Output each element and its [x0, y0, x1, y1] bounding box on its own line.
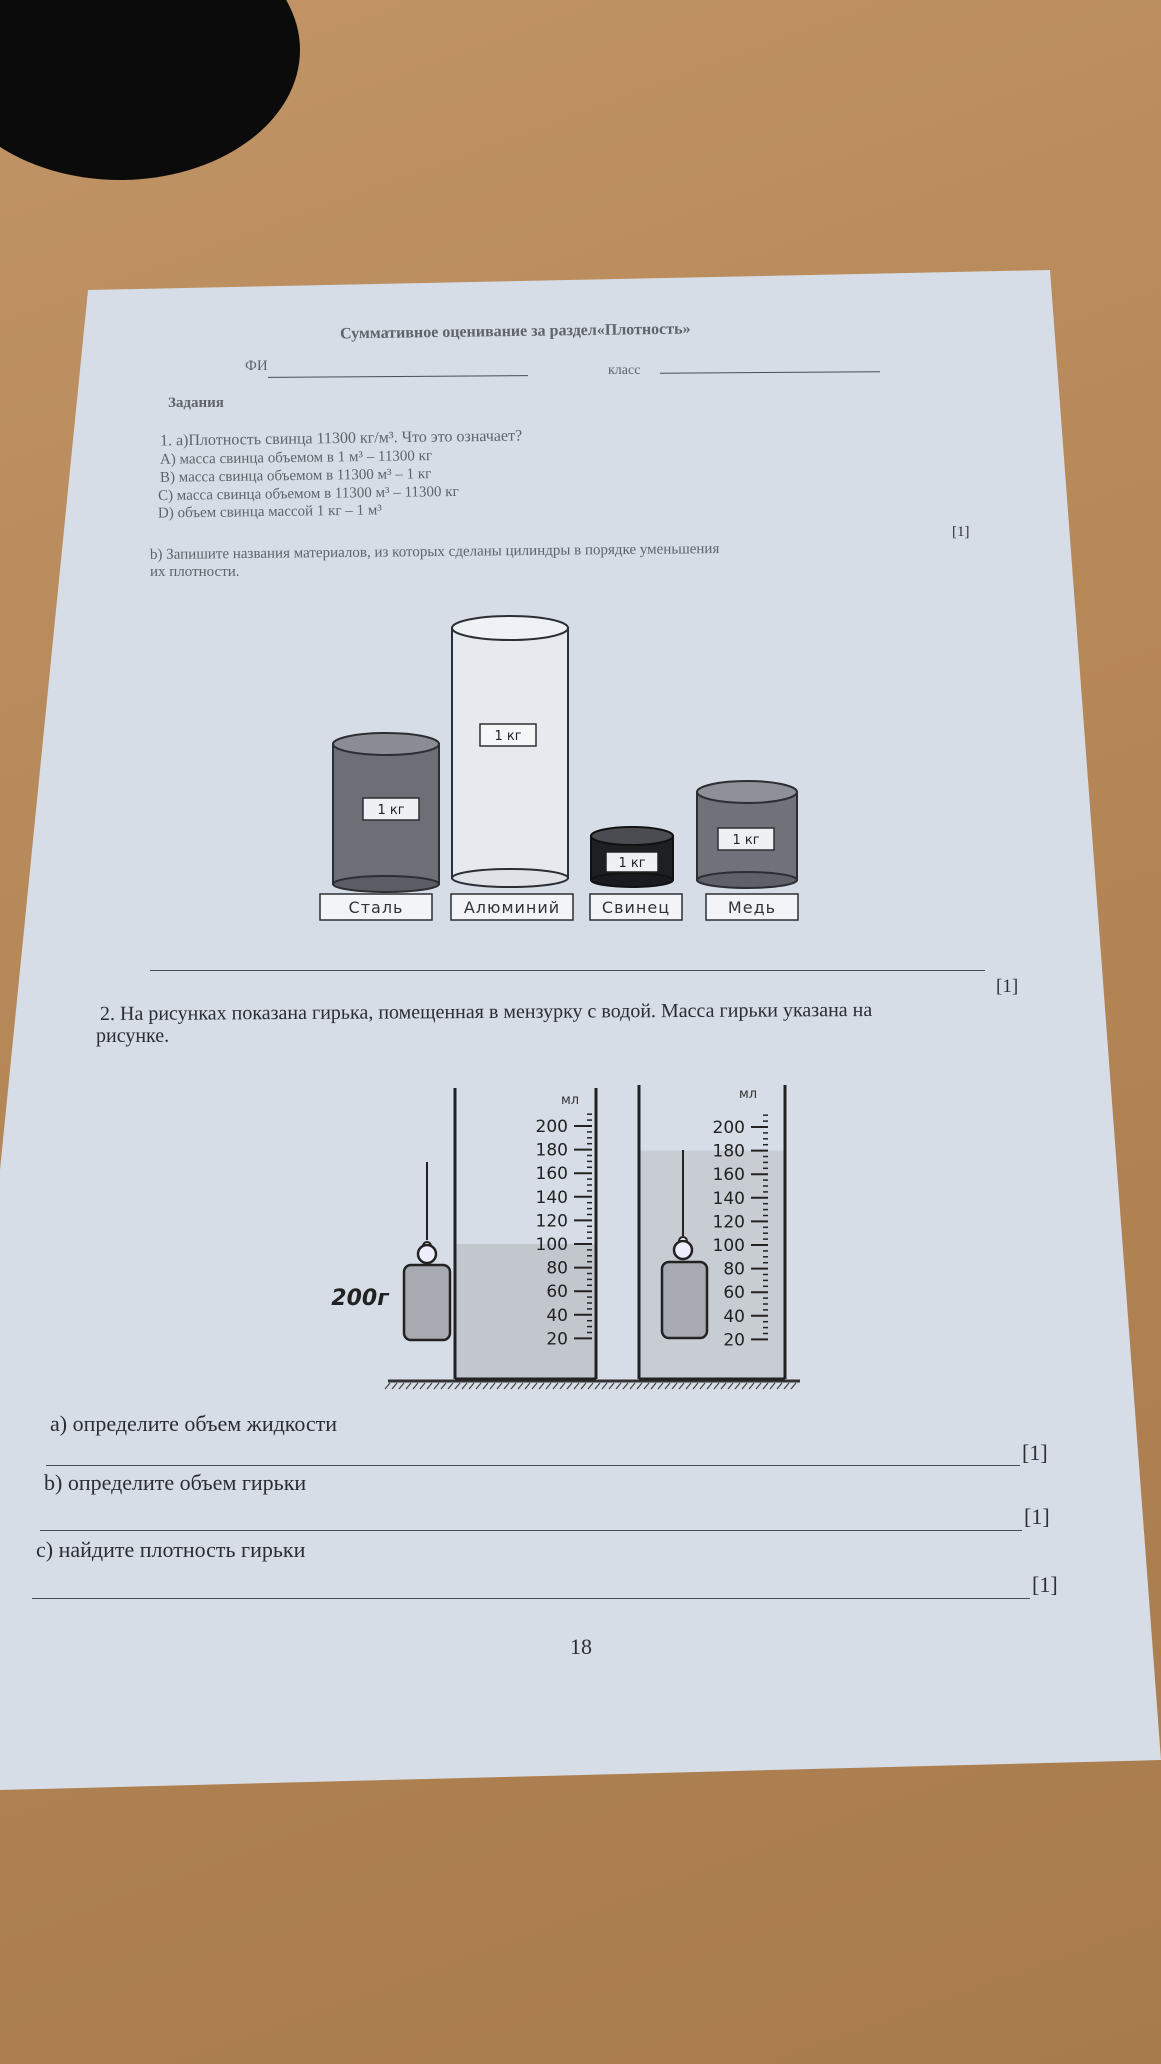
cylinder-label-lead: 1 кг	[618, 856, 646, 871]
hatch-mark	[434, 1383, 439, 1389]
material-lead: Свинец	[601, 898, 671, 917]
task1-question-b-line1: b) Запишите названия материалов, из которых сделаны цилиндры в порядке уменьшения	[149, 541, 720, 563]
hatch-mark	[420, 1383, 425, 1389]
scale-label-120: 120	[712, 1212, 745, 1233]
hatch-mark	[490, 1383, 495, 1389]
hatch-mark	[525, 1383, 530, 1389]
hatch-mark	[700, 1383, 705, 1389]
hatch-mark	[728, 1383, 733, 1389]
hatch-mark	[595, 1383, 600, 1389]
hatch-mark	[518, 1383, 523, 1389]
hatch-mark	[609, 1383, 614, 1389]
mark-c: [1]	[1032, 1572, 1058, 1597]
task1-question-b-line2: их плотности.	[150, 564, 240, 580]
fio-label: ФИ	[245, 358, 268, 374]
hatch-mark	[427, 1383, 432, 1389]
hatch-mark	[784, 1383, 789, 1389]
hatch-mark	[588, 1383, 593, 1389]
scale-label-40: 40	[723, 1306, 745, 1327]
answer-line-b	[40, 1530, 1022, 1531]
scale-label-180: 180	[535, 1140, 568, 1161]
hatch-mark	[616, 1383, 621, 1389]
scale-label-20: 20	[546, 1329, 568, 1350]
task1-option-a: A) масса свинца объемом в 1 м³ – 11300 кг	[159, 448, 433, 468]
hatch-mark	[770, 1383, 775, 1389]
scale-label-160: 160	[712, 1165, 745, 1186]
task2-question-line1: 2. На рисунках показана гирька, помещенная в мензурку с водой. Масса гирьки указана на	[99, 998, 873, 1026]
hatch-mark	[630, 1383, 635, 1389]
hatch-mark	[679, 1383, 684, 1389]
mark-b: [1]	[1024, 1504, 1050, 1529]
hatch-mark	[567, 1383, 572, 1389]
task1-option-b: B) масса свинца объемом в 11300 м³ – 1 кг	[159, 466, 432, 486]
task2-question-line2: рисунке.	[96, 1025, 170, 1047]
scale-label-100: 100	[712, 1236, 745, 1256]
hatch-mark	[546, 1383, 551, 1389]
scale-label-40: 40	[546, 1305, 568, 1326]
hatch-mark	[672, 1383, 677, 1389]
material-copper: Медь	[727, 898, 777, 917]
hatch-mark	[448, 1383, 453, 1389]
hatch-mark	[560, 1383, 565, 1389]
hatch-mark	[399, 1383, 404, 1389]
hatch-mark	[742, 1383, 747, 1389]
scale-label-20: 20	[723, 1330, 745, 1351]
hatch-mark	[707, 1383, 712, 1389]
scale-label-60: 60	[546, 1282, 568, 1303]
hatch-mark	[658, 1383, 663, 1389]
material-aluminium: Алюминий	[463, 898, 561, 917]
hatch-mark	[504, 1383, 509, 1389]
scale-label-80: 80	[723, 1259, 745, 1280]
scale-label-200: 200	[535, 1117, 568, 1137]
hatch-mark	[602, 1383, 607, 1389]
answer-line-c	[32, 1598, 1030, 1599]
task2-sub-c: c) найдите плотность гирьки	[36, 1537, 306, 1562]
hatch-mark	[469, 1383, 474, 1389]
hatch-mark	[651, 1383, 656, 1389]
hatch-mark	[476, 1383, 481, 1389]
hatch-mark	[532, 1383, 537, 1389]
scale-label-80: 80	[546, 1258, 568, 1279]
scale-label-120: 120	[535, 1211, 568, 1232]
tasks-heading: Задания	[168, 395, 224, 411]
weight-mass-label: 200г	[331, 1286, 389, 1311]
hatch-mark	[693, 1383, 698, 1389]
hatch-mark	[714, 1383, 719, 1389]
task1-option-c: C) масса свинца объемом в 11300 м³ – 11300 кг	[157, 483, 459, 505]
hatch-mark	[385, 1383, 390, 1389]
scale-label-60: 60	[723, 1283, 745, 1304]
hatch-mark	[553, 1383, 558, 1389]
task1-mark-b: [1]	[996, 976, 1019, 997]
hatch-mark	[406, 1383, 411, 1389]
hatch-mark	[756, 1383, 761, 1389]
beaker-2-unit: мл	[738, 1087, 758, 1102]
scale-label-200: 200	[712, 1118, 745, 1138]
hatch-mark	[665, 1383, 670, 1389]
task1-mark-a: [1]	[952, 524, 970, 540]
hatch-mark	[644, 1383, 649, 1389]
mark-a: [1]	[1022, 1440, 1048, 1465]
cylinder-label-aluminium: 1 кг	[494, 729, 522, 744]
hatch-mark	[462, 1383, 467, 1389]
cylinder-label-copper: 1 кг	[732, 833, 760, 848]
ground-hatch	[385, 1383, 796, 1389]
hatch-mark	[441, 1383, 446, 1389]
task1-option-d: D) объем свинца массой 1 кг – 1 м³	[157, 502, 382, 522]
hatch-mark	[623, 1383, 628, 1389]
hatch-mark	[455, 1383, 460, 1389]
hatch-mark	[581, 1383, 586, 1389]
hatch-mark	[686, 1383, 691, 1389]
hatch-mark	[637, 1383, 642, 1389]
cylinder-label-steel: 1 кг	[377, 803, 405, 818]
weight-outside	[404, 1162, 450, 1340]
page-title: Суммативное оценивание за раздел«Плотность»	[339, 320, 691, 343]
task1-question-a: 1. a)Плотность свинца 11300 кг/м³. Что это означает?	[159, 427, 523, 450]
scale-label-180: 180	[712, 1141, 745, 1162]
scale-label-140: 140	[712, 1188, 745, 1209]
hatch-mark	[763, 1383, 768, 1389]
hatch-mark	[574, 1383, 579, 1389]
material-steel: Сталь	[348, 898, 404, 917]
beaker-1	[455, 1088, 596, 1379]
scale-label-140: 140	[535, 1187, 568, 1208]
class-label: класс	[608, 363, 641, 378]
answer-line-a	[46, 1465, 1020, 1466]
scale-label-100: 100	[535, 1235, 568, 1255]
hatch-mark	[497, 1383, 502, 1389]
hatch-mark	[735, 1383, 740, 1389]
beaker-1-unit: мл	[560, 1093, 580, 1108]
hatch-mark	[749, 1383, 754, 1389]
task2-sub-b: b) определите объем гирьки	[44, 1470, 307, 1495]
task2-sub-a: a) определите объем жидкости	[50, 1411, 338, 1436]
scale-label-160: 160	[535, 1164, 568, 1185]
page-number: 18	[570, 1634, 592, 1659]
hatch-mark	[511, 1383, 516, 1389]
hatch-mark	[539, 1383, 544, 1389]
hatch-mark	[791, 1383, 796, 1389]
hatch-mark	[392, 1383, 397, 1389]
beaker-2	[639, 1085, 785, 1379]
hatch-mark	[777, 1383, 782, 1389]
beaker-1-water	[455, 1244, 596, 1379]
hatch-mark	[721, 1383, 726, 1389]
hatch-mark	[413, 1383, 418, 1389]
hatch-mark	[483, 1383, 488, 1389]
